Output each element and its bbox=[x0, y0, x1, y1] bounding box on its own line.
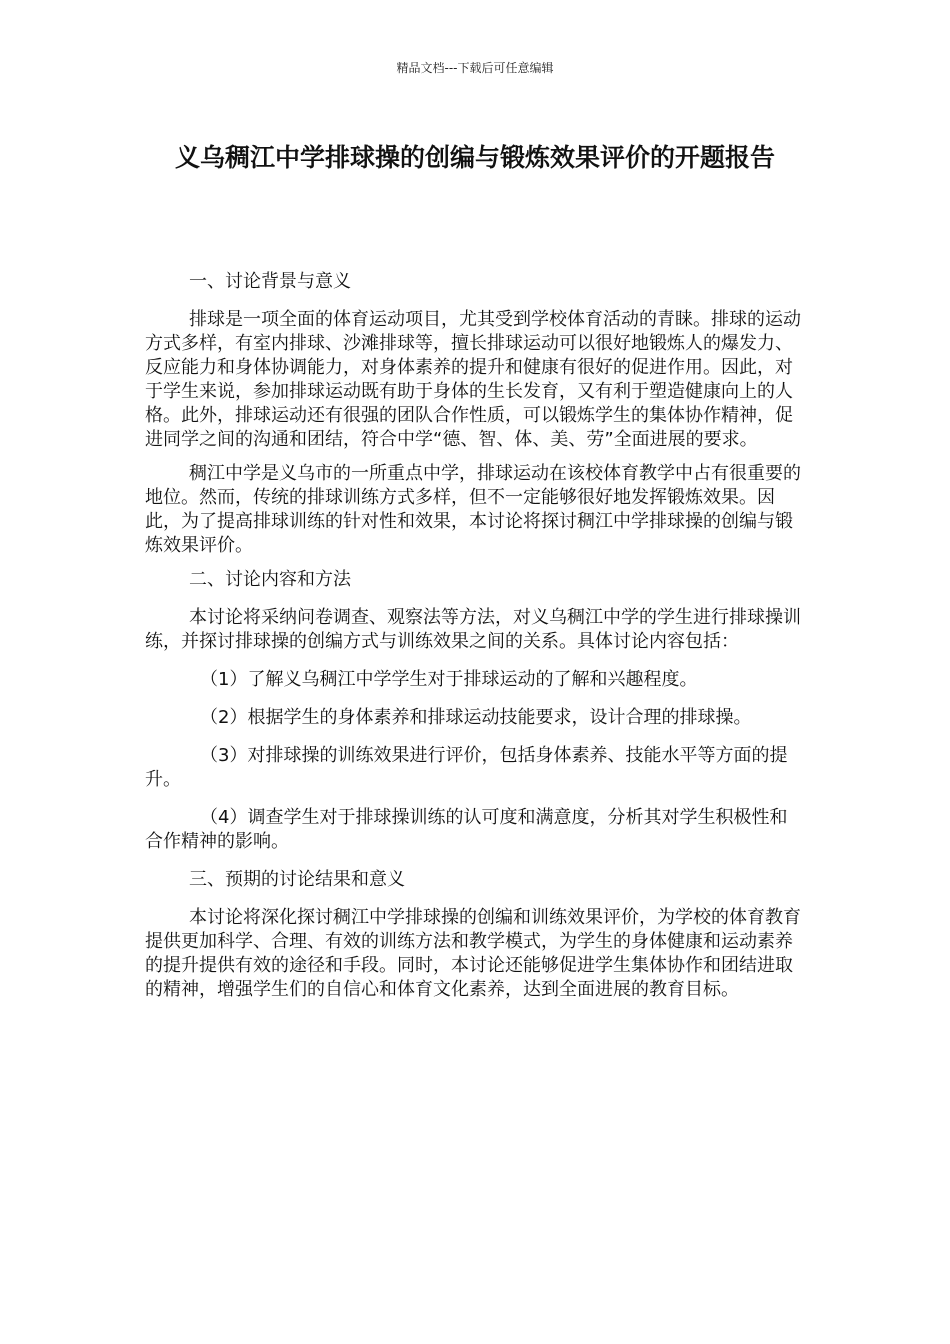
document-title: 义乌稠江中学排球操的创编与锻炼效果评价的开题报告 bbox=[174, 143, 775, 172]
section-1-heading: 一、讨论背景与意义 bbox=[189, 271, 351, 292]
list-item-2: （2）根据学生的身体素养和排球运动技能要求，设计合理的排球操。 bbox=[200, 707, 752, 728]
section-3-heading: 三、预期的讨论结果和意义 bbox=[189, 869, 405, 890]
list-item-4: （4）调查学生对于排球操训练的认可度和满意度，分析其对学生积极性和合作精神的影响。 bbox=[145, 807, 788, 852]
list-item-1: （1）了解义乌稠江中学学生对于排球运动的了解和兴趣程度。 bbox=[200, 669, 698, 690]
section-2-heading: 二、讨论内容和方法 bbox=[189, 569, 351, 590]
list-item-3: （3）对排球操的训练效果进行评价，包括身体素养、技能水平等方面的提升。 bbox=[145, 745, 788, 790]
section-3-paragraph-1: 本讨论将深化探讨稠江中学排球操的创编和训练效果评价，为学校的体育教育提供更加科学、合理、有效的训练方法和教学模式，为学生的身体健康和运动素养的提升提供有效的途径和手段。同时，本讨论还能够促进学生集体协作和团结进取的精神，增强学生们的自信心和体育文化素养，达到全面进展的教育目标。 bbox=[145, 907, 801, 1000]
page-header: 精品文档---下载后可任意编辑 bbox=[396, 61, 554, 75]
section-2-paragraph-1: 本讨论将采纳问卷调查、观察法等方法，对义乌稠江中学的学生进行排球操训练，并探讨排球操的创编方式与训练效果之间的关系。具体讨论内容包括： bbox=[145, 607, 801, 652]
section-1-paragraph-1: 排球是一项全面的体育运动项目，尤其受到学校体育活动的青睐。排球的运动方式多样，有室内排球、沙滩排球等，擅长排球运动可以很好地锻炼人的爆发力、反应能力和身体协调能力，对身体素养的提升和健康有很好的促进作用。因此，对于学生来说，参加排球运动既有助于身体的生长发育，又有利于塑造健康向上的人格。此外，排球运动还有很强的团队合作性质，可以锻炼学生的集体协作精神，促进同学之间的沟通和团结，符合中学“德、智、体、美、劳”全面进展的要求。 bbox=[145, 309, 801, 450]
document-body bbox=[145, 270, 805, 1012]
section-1-paragraph-2: 稠江中学是义乌市的一所重点中学，排球运动在该校体育教学中占有很重要的地位。然而，传统的排球训练方式多样，但不一定能够很好地发挥锻炼效果。因此，为了提高排球训练的针对性和效果，本讨论将探讨稠江中学排球操的创编与锻炼效果评价。 bbox=[145, 463, 801, 556]
